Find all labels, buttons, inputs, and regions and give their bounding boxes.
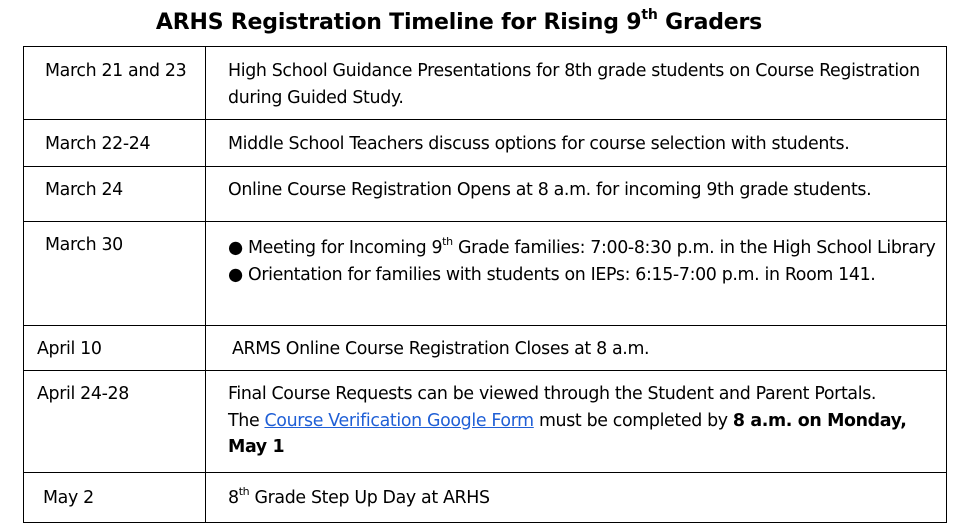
timeline-row: [24, 371, 947, 473]
bullet-icon: ●: [228, 264, 243, 285]
description-cell: [206, 222, 947, 326]
page-title: ARHS Registration Timeline for Rising 9th Graders: [155, 7, 763, 35]
description-text: ARMS Online Course Registration Closes at 8 a.m.: [232, 339, 650, 359]
date-cell: [24, 326, 206, 371]
timeline-table: [23, 46, 947, 523]
timeline-row: [24, 473, 947, 523]
timeline-row: [24, 326, 947, 371]
date-text: March 30: [45, 235, 123, 255]
description-text: Online Course Registration Opens at 8 a.m. for incoming 9th grade students.: [228, 180, 872, 200]
timeline-row: [24, 222, 947, 326]
description-text: 8th Grade Step Up Day at ARHS: [228, 485, 490, 508]
date-text: May 2: [43, 488, 94, 508]
list-item: ● Meeting for Incoming 9th Grade families: 7:00-8:30 p.m. in the High School Library: [228, 235, 936, 258]
timeline-row: [24, 167, 947, 222]
list-item: ● Orientation for families with students on IEPs: 6:15-7:00 p.m. in Room 141.: [228, 264, 876, 285]
description-cell: [206, 167, 947, 222]
date-text: March 21 and 23: [45, 61, 187, 81]
deadline-text: 8 a.m. on Monday, May 1: [228, 410, 907, 457]
date-cell: [24, 167, 206, 222]
description-cell: [206, 47, 947, 120]
timeline-row: [24, 120, 947, 167]
date-cell: [24, 47, 206, 120]
date-text: March 22-24: [45, 134, 151, 154]
description-cell: [206, 371, 947, 473]
date-cell: [24, 371, 206, 473]
date-text: April 24-28: [37, 384, 129, 404]
description-text: Middle School Teachers discuss options for course selection with students.: [228, 134, 850, 154]
date-text: March 24: [45, 180, 123, 200]
description-cell: [206, 326, 947, 371]
timeline-row: [24, 47, 947, 120]
description-cell: [206, 120, 947, 167]
description-list: [228, 222, 938, 288]
date-text: April 10: [37, 339, 102, 359]
bullet-icon: ●: [228, 238, 243, 258]
description-cell: [206, 473, 947, 523]
course-verification-form-link[interactable]: Course Verification Google Form: [264, 410, 534, 431]
description-text: Final Course Requests can be viewed through the Student and Parent Portals. The Course Verification Google Form must be completed by 8 a.m. on Monday, May 1: [228, 384, 907, 457]
description-text: High School Guidance Presentations for 8th grade students on Course Registration during Guided Study.: [228, 61, 920, 108]
date-cell: [24, 473, 206, 523]
date-cell: [24, 222, 206, 326]
date-cell: [24, 120, 206, 167]
